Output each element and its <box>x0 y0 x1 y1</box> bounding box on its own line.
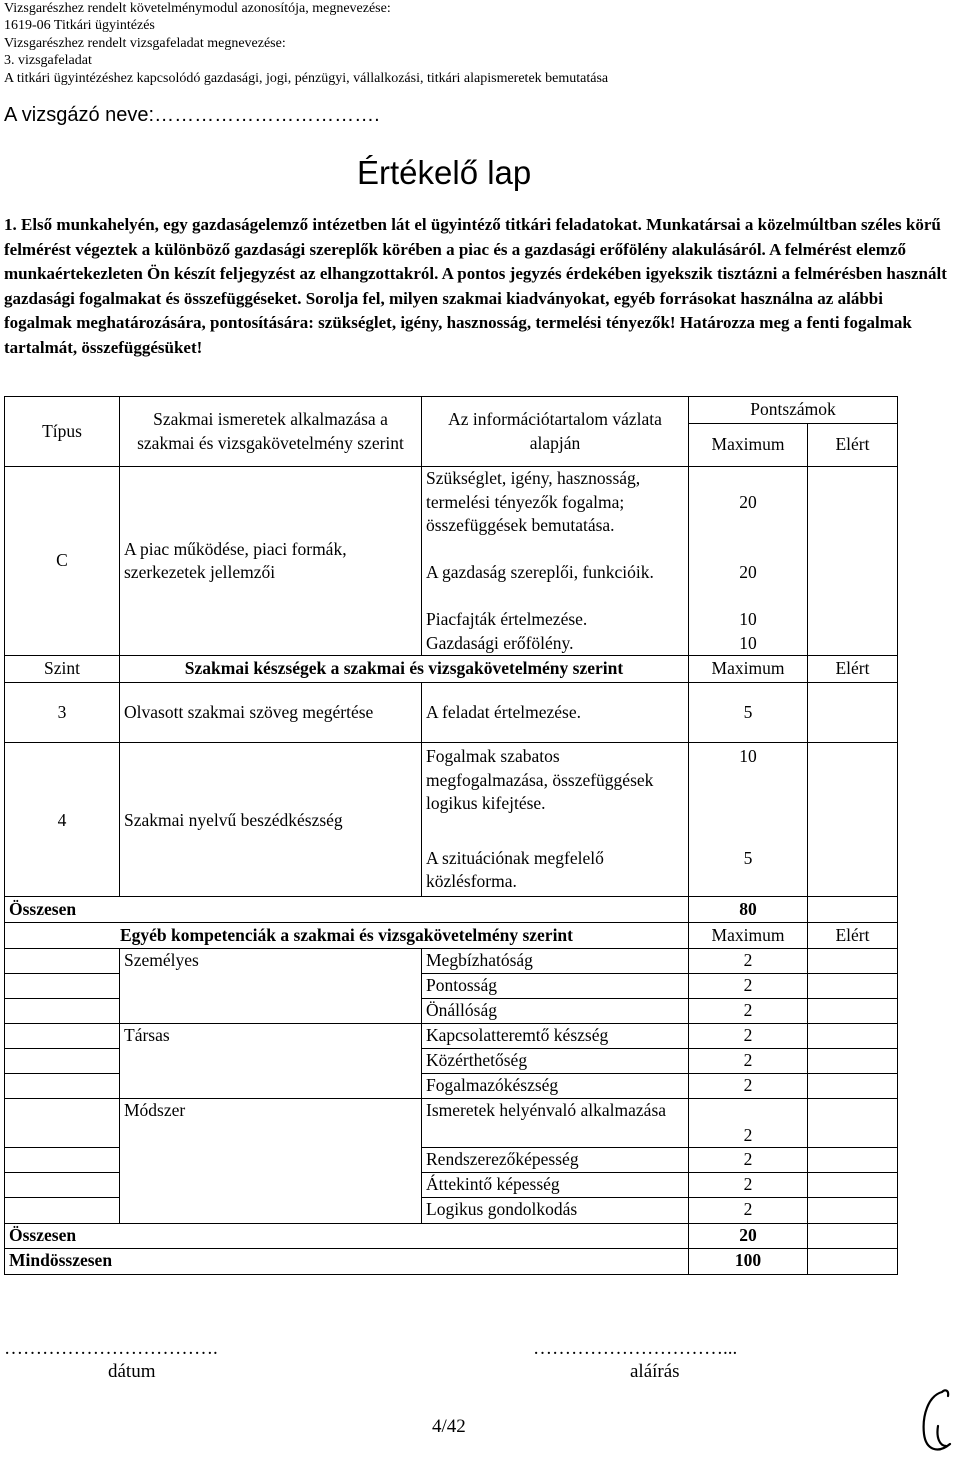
group-spacer <box>5 1148 120 1173</box>
knowledge-item-achieved <box>808 608 898 632</box>
competence-item-achieved <box>808 1198 898 1224</box>
competence-item: Logikus gondolkodás <box>422 1198 689 1224</box>
competence-item: Megbízhatóság <box>422 949 689 974</box>
competence-item-achieved <box>808 1173 898 1198</box>
handwritten-initial-icon <box>918 1386 956 1458</box>
subtotal-achieved <box>808 897 898 923</box>
competence-item: Áttekintő képesség <box>422 1173 689 1198</box>
group-spacer <box>5 999 120 1024</box>
col-header-achieved: Elért <box>808 656 898 683</box>
competence-item-max: 2 <box>689 999 808 1024</box>
competence-item-achieved <box>808 1024 898 1049</box>
knowledge-item: A gazdaság szereplői, funkcióik. <box>422 561 689 608</box>
competence-item-max: 2 <box>689 974 808 999</box>
header-line: 1619-06 Titkári ügyintézés <box>4 18 155 34</box>
competence-item-max: 2 <box>689 1099 808 1148</box>
col-header-points: Pontszámok <box>689 397 898 424</box>
knowledge-item: Szükséglet, igény, hasznosság, termelési tényezők fogalma; összefüggések bemutatása. <box>422 467 689 561</box>
col-header-maximum: Maximum <box>689 424 808 467</box>
skill-level: 4 <box>5 743 120 897</box>
group-spacer <box>5 1099 120 1148</box>
competence-item-achieved <box>808 1074 898 1099</box>
competence-item-max: 2 <box>689 949 808 974</box>
competence-item-max: 2 <box>689 1024 808 1049</box>
header-line: 3. vizsgafeladat <box>4 53 92 69</box>
page-number: 4/42 <box>432 1416 466 1437</box>
skill-item-achieved <box>808 743 898 897</box>
knowledge-item-achieved <box>808 632 898 656</box>
group-spacer <box>5 1173 120 1198</box>
col-header-type: Típus <box>5 397 120 467</box>
skill-item-max: 5 <box>689 847 808 897</box>
competence-item-max: 2 <box>689 1049 808 1074</box>
signature-dots: …………………………... <box>533 1338 738 1359</box>
subtotal-label: Összesen <box>5 1224 689 1249</box>
skill-item: A feladat értelmezése. <box>422 683 689 743</box>
knowledge-item-achieved <box>808 467 898 561</box>
competence-item: Ismeretek helyénvaló alkalmazása <box>422 1099 689 1148</box>
date-label: dátum <box>108 1361 156 1382</box>
grand-total-value: 100 <box>689 1249 808 1275</box>
group-spacer <box>5 1024 120 1049</box>
col-header-other: Egyéb kompetenciák a szakmai és vizsgakövetelmény szerint <box>5 923 689 949</box>
knowledge-item-max: 10 <box>689 632 808 656</box>
competence-item-max: 2 <box>689 1173 808 1198</box>
skill-name: Olvasott szakmai szöveg megértése <box>120 683 422 743</box>
page-title: Értékelő lap <box>357 154 532 191</box>
subtotal-value: 80 <box>689 897 808 923</box>
col-header-achieved: Elért <box>808 923 898 949</box>
skill-item: A szituációnak megfelelő közlésforma. <box>422 847 689 897</box>
competence-item: Önállóság <box>422 999 689 1024</box>
competence-item-achieved <box>808 999 898 1024</box>
knowledge-topic: A piac működése, piaci formák, szerkezetek jellemzői <box>120 467 422 656</box>
skill-item-max: 10 <box>689 743 808 847</box>
knowledge-item-achieved <box>808 561 898 608</box>
competence-item-achieved <box>808 974 898 999</box>
competence-item-achieved <box>808 1148 898 1173</box>
knowledge-item: Gazdasági erőfölény. <box>422 632 689 656</box>
competence-group: Személyes <box>120 949 422 1024</box>
competence-item-max: 2 <box>689 1148 808 1173</box>
skill-level: 3 <box>5 683 120 743</box>
skill-item-achieved <box>808 683 898 743</box>
candidate-name-line: A vizsgázó neve:……………………………. <box>4 104 380 126</box>
competence-item: Kapcsolatteremtő készség <box>422 1024 689 1049</box>
grand-total-achieved <box>808 1249 898 1275</box>
competence-item: Rendszerezőképesség <box>422 1148 689 1173</box>
knowledge-item-max: 20 <box>689 467 808 561</box>
grand-total-label: Mindösszesen <box>5 1249 689 1275</box>
date-dots: ……………………………. <box>4 1338 218 1359</box>
competence-group: Társas <box>120 1024 422 1099</box>
competence-group: Módszer <box>120 1099 422 1224</box>
col-header-maximum: Maximum <box>689 923 808 949</box>
task-description: 1. Első munkahelyén, egy gazdaságelemző intézetben lát el ügyintéző titkári feladatokat. Munkatársai a közelmúltban széles körű felmérést végeztek a különböző gazdasági szereplők körében a piac és a gazdasági erőfölény alakulásáról. A felmérést elemző munkaértekezleten Ön készít feljegyzést az elhangzottakról. A pontos jegyzés érdekében igyekszik tisztázni a felmérésben használt gazdasági fogalmakat és összefüggéseket. Sorolja fel, milyen szakmai kiadványokat, egyéb forrásokat használna az alábbi fogalmak meghatározására, pontosítására: szükséglet, igény, hasznosság, termelési tényezők! Határozza meg a fenti fogalmak tartalmát, összefüggésüket! <box>4 215 947 357</box>
competence-item-achieved <box>808 949 898 974</box>
knowledge-item-max: 10 <box>689 608 808 632</box>
knowledge-item-max: 20 <box>689 561 808 608</box>
group-spacer <box>5 1074 120 1099</box>
group-spacer <box>5 1198 120 1224</box>
header-line: Vizsgarészhez rendelt követelménymodul azonosítója, megnevezése: <box>4 1 391 16</box>
competence-item-achieved <box>808 1099 898 1148</box>
header-line: Vizsgarészhez rendelt vizsgafeladat megnevezése: <box>4 35 286 51</box>
competence-item-achieved <box>808 1049 898 1074</box>
group-spacer <box>5 949 120 974</box>
competence-item: Fogalmazókészség <box>422 1074 689 1099</box>
evaluation-table <box>4 396 898 1275</box>
document-header <box>4 0 608 87</box>
skill-item-max: 5 <box>689 683 808 743</box>
subtotal-label: Összesen <box>5 897 689 923</box>
signature-label: aláírás <box>630 1361 680 1382</box>
subtotal-value: 20 <box>689 1224 808 1249</box>
knowledge-type: C <box>5 467 120 656</box>
skill-name: Szakmai nyelvű beszédkészség <box>120 743 422 897</box>
skill-item: Fogalmak szabatos megfogalmazása, összefüggések logikus kifejtése. <box>422 743 689 847</box>
competence-item-max: 2 <box>689 1198 808 1224</box>
group-spacer <box>5 974 120 999</box>
competence-item-max: 2 <box>689 1074 808 1099</box>
col-header-level: Szint <box>5 656 120 683</box>
col-header-skills: Szakmai készségek a szakmai és vizsgakövetelmény szerint <box>120 656 689 683</box>
competence-item: Közérthetőség <box>422 1049 689 1074</box>
header-line: A titkári ügyintézéshez kapcsolódó gazdasági, jogi, pénzügyi, vállalkozási, titkári alapismeretek bemutatása <box>4 70 609 86</box>
col-header-content: Az információtartalom vázlata alapján <box>422 397 689 467</box>
col-header-achieved: Elért <box>808 424 898 467</box>
col-header-maximum: Maximum <box>689 656 808 683</box>
knowledge-item: Piacfajták értelmezése. <box>422 608 689 632</box>
competence-item: Pontosság <box>422 974 689 999</box>
col-header-knowledge: Szakmai ismeretek alkalmazása a szakmai és vizsgakövetelmény szerint <box>120 397 422 467</box>
group-spacer <box>5 1049 120 1074</box>
subtotal-achieved <box>808 1224 898 1249</box>
